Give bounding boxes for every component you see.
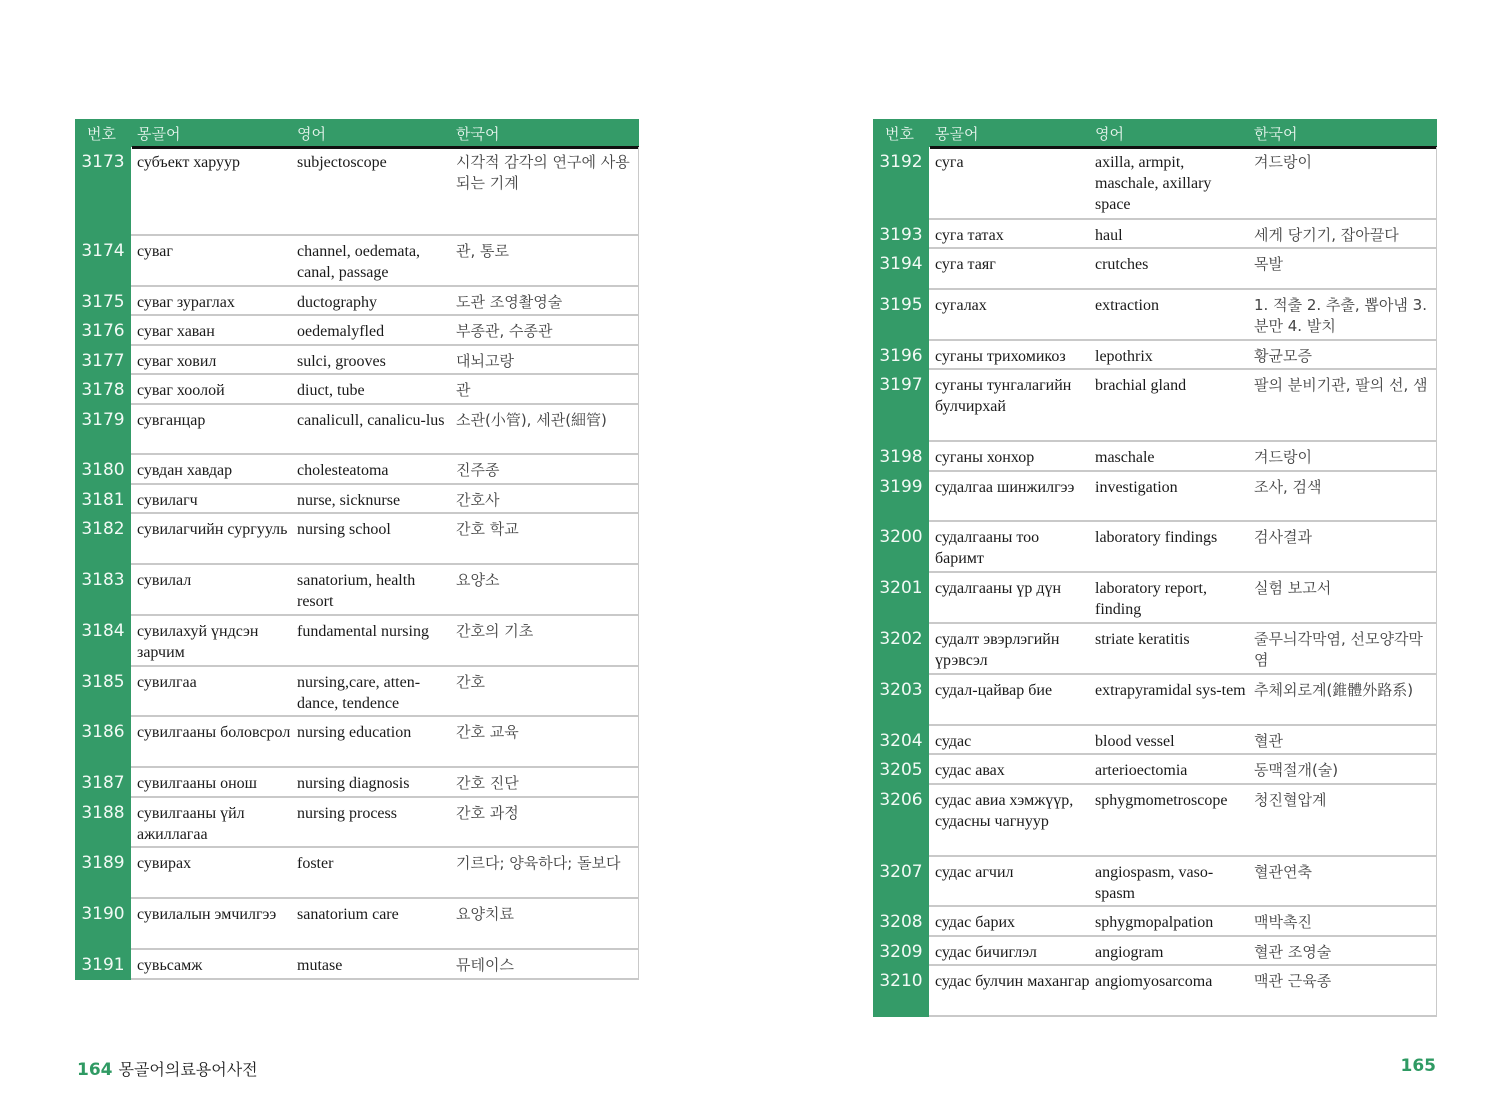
table-border	[1436, 857, 1437, 905]
english-term: laboratory report, finding	[1095, 580, 1207, 618]
table-row	[75, 147, 639, 236]
table-border	[1436, 472, 1437, 520]
english-term: brachial gland	[1095, 377, 1187, 394]
entry-number: 3176	[75, 316, 131, 346]
english-term: nursing school	[297, 521, 391, 538]
korean-term: 부종관, 수종관	[456, 322, 553, 340]
book-title: 몽골어의료용어사전	[118, 1060, 258, 1079]
mongolian-term: суваг	[137, 243, 173, 260]
entry-number: 3197	[873, 370, 929, 442]
table-row	[75, 768, 639, 798]
english-term: sphygmometroscope	[1095, 792, 1228, 809]
english-term: angiogram	[1095, 944, 1164, 961]
korean-term: 도관 조영촬영술	[456, 293, 563, 311]
mongolian-term: сугалах	[935, 297, 987, 314]
mongolian-term: судас агчил	[935, 864, 1014, 881]
table-row	[75, 485, 639, 514]
table-border	[638, 455, 639, 483]
table-border	[638, 848, 639, 897]
english-term: foster	[297, 855, 334, 872]
entry-number: 3178	[75, 375, 131, 405]
entry-number: 3173	[75, 147, 131, 236]
entry-number: 3210	[873, 966, 929, 1017]
english-term: maschale	[1095, 449, 1155, 466]
table-border	[1436, 370, 1437, 440]
table-row	[75, 950, 639, 980]
mongolian-term: субъект харуур	[137, 154, 241, 171]
entry-number: 3201	[873, 573, 929, 624]
table-border	[638, 485, 639, 512]
table-row	[873, 522, 1437, 573]
entry-number: 3187	[75, 768, 131, 798]
table-border	[1436, 966, 1437, 1015]
entry-number: 3186	[75, 717, 131, 768]
table-border	[1436, 755, 1437, 783]
table-border	[638, 147, 639, 234]
table-row	[873, 370, 1437, 442]
entry-number: 3204	[873, 726, 929, 755]
header-english: 영어	[1095, 125, 1124, 143]
table-row	[75, 346, 639, 375]
korean-term: 검사결과	[1254, 528, 1312, 546]
english-term: blood vessel	[1095, 733, 1175, 750]
mongolian-term: сувьсамж	[137, 957, 203, 974]
table-header	[75, 119, 639, 147]
table-row	[873, 220, 1437, 249]
table-row	[873, 966, 1437, 1017]
korean-term: 추체외로계(錐體外路系)	[1254, 681, 1414, 699]
mongolian-term: сувилахуй үндсэн зарчим	[137, 623, 259, 661]
korean-term: 맥박촉진	[1254, 913, 1312, 931]
mongolian-term: сувдан хавдар	[137, 462, 233, 479]
korean-term: 혈관 조영술	[1254, 943, 1332, 961]
header-mongolian: 몽골어	[137, 125, 181, 143]
korean-term: 동맥절개(술)	[1254, 761, 1339, 779]
korean-term: 기르다; 양육하다; 돌보다	[456, 854, 621, 872]
table-row	[75, 899, 639, 950]
table-row	[75, 316, 639, 346]
mongolian-term: судалт эвэрлэгийн үрэвсэл	[935, 631, 1060, 669]
korean-term: 간호 학교	[456, 520, 519, 538]
table-border	[1436, 522, 1437, 571]
table-border	[1436, 726, 1437, 753]
table-border	[638, 346, 639, 373]
table-border	[638, 405, 639, 453]
english-term: sanatorium care	[297, 906, 399, 923]
mongolian-term: судас бичиглэл	[935, 944, 1037, 961]
table-border	[638, 565, 639, 614]
entry-number: 3179	[75, 405, 131, 455]
english-term: laboratory findings	[1095, 529, 1218, 546]
english-term: nursing,care, atten-dance, tendence	[297, 674, 421, 712]
korean-term: 간호	[456, 673, 485, 691]
table-border	[638, 514, 639, 563]
table-row	[75, 798, 639, 848]
table-border	[1436, 624, 1437, 673]
table-border	[638, 899, 639, 948]
korean-term: 요양소	[456, 571, 500, 589]
table-row	[873, 624, 1437, 675]
korean-term: 간호의 기초	[456, 622, 534, 640]
entry-number: 3206	[873, 785, 929, 857]
right-dictionary-table	[873, 119, 1437, 1017]
table-body	[75, 147, 639, 980]
table-border	[1436, 249, 1437, 288]
english-term: cholesteatoma	[297, 462, 389, 479]
entry-number: 3194	[873, 249, 929, 290]
table-row	[873, 726, 1437, 755]
entry-number: 3193	[873, 220, 929, 249]
korean-term: 소관(小管), 세관(細管)	[456, 411, 607, 429]
table-border	[638, 798, 639, 846]
table-border	[1436, 341, 1437, 368]
table-border	[638, 236, 639, 285]
entry-number: 3175	[75, 287, 131, 316]
table-row	[75, 514, 639, 565]
english-term: angiomyosarcoma	[1095, 973, 1213, 990]
table-row	[75, 455, 639, 485]
table-border	[638, 316, 639, 344]
english-term: lepothrix	[1095, 348, 1153, 365]
mongolian-term: сувилгааны боловсрол	[137, 724, 291, 741]
mongolian-term: сувилгааны онош	[137, 775, 257, 792]
table-row	[75, 616, 639, 667]
mongolian-term: суганы трихомикоз	[935, 348, 1066, 365]
korean-term: 맥관 근육종	[1254, 972, 1332, 990]
table-border	[1436, 675, 1437, 724]
english-term: arterioectomia	[1095, 762, 1188, 779]
table-row	[75, 667, 639, 717]
mongolian-term: сувилагчийн сургууль	[137, 521, 288, 538]
table-border	[1436, 147, 1437, 218]
english-term: fundamental nursing	[297, 623, 429, 640]
korean-term: 대뇌고랑	[456, 352, 514, 370]
mongolian-term: судалгааны үр дүн	[935, 580, 1062, 597]
entry-number: 3192	[873, 147, 929, 220]
korean-term: 관	[456, 381, 471, 399]
entry-number: 3174	[75, 236, 131, 287]
table-border	[638, 950, 639, 978]
mongolian-term: судас авиа хэмжүүр, судасны чагнуур	[935, 792, 1074, 830]
korean-term: 청진혈압계	[1254, 791, 1327, 809]
table-row	[873, 472, 1437, 522]
mongolian-term: суганы тунгалагийн булчирхай	[935, 377, 1072, 415]
korean-term: 줄무늬각막염, 선모양각막염	[1254, 630, 1423, 669]
korean-term: 혈관	[1254, 732, 1283, 750]
korean-term: 목발	[1254, 255, 1283, 273]
english-term: sphygmopalpation	[1095, 914, 1214, 931]
mongolian-term: сувилгааны үйл ажиллагаа	[137, 805, 245, 843]
english-term: crutches	[1095, 256, 1149, 273]
mongolian-term: судас барих	[935, 914, 1016, 931]
korean-term: 간호 과정	[456, 804, 519, 822]
header-mongolian: 몽골어	[935, 125, 979, 143]
entry-number: 3205	[873, 755, 929, 785]
korean-term: 요양치료	[456, 905, 514, 923]
entry-number: 3181	[75, 485, 131, 514]
english-term: investigation	[1095, 479, 1178, 496]
english-term: axilla, armpit, maschale, axillary space	[1095, 154, 1212, 213]
entry-number: 3209	[873, 937, 929, 966]
table-border	[638, 768, 639, 796]
entry-number: 3199	[873, 472, 929, 522]
table-row	[75, 287, 639, 316]
entry-number: 3202	[873, 624, 929, 675]
table-row	[873, 442, 1437, 472]
mongolian-term: сувганцар	[137, 412, 206, 429]
table-row	[873, 675, 1437, 726]
table-row	[873, 573, 1437, 624]
entry-number: 3198	[873, 442, 929, 472]
table-row	[873, 290, 1437, 341]
table-border	[1436, 290, 1437, 339]
table-border	[1436, 907, 1437, 935]
table-row	[75, 565, 639, 616]
korean-term: 겨드랑이	[1254, 448, 1312, 466]
english-term: diuct, tube	[297, 382, 365, 399]
english-term: sulci, grooves	[297, 353, 386, 370]
header-number: 번호	[87, 125, 116, 143]
korean-term: 간호 교육	[456, 723, 519, 741]
english-term: nursing process	[297, 805, 397, 822]
korean-term: 혈관연축	[1254, 863, 1312, 881]
entry-number: 3196	[873, 341, 929, 370]
mongolian-term: судас булчин махангар	[935, 973, 1090, 990]
korean-term: 세게 당기기, 잡아끌다	[1254, 226, 1399, 244]
entry-number: 3203	[873, 675, 929, 726]
entry-number: 3180	[75, 455, 131, 485]
entry-number: 3183	[75, 565, 131, 616]
mongolian-term: судас	[935, 733, 972, 750]
english-term: canalicull, canalicu-lus	[297, 412, 445, 429]
table-row	[873, 341, 1437, 370]
header-english: 영어	[297, 125, 326, 143]
english-term: mutase	[297, 957, 343, 974]
table-row	[873, 755, 1437, 785]
entry-number: 3188	[75, 798, 131, 848]
table-row	[873, 937, 1437, 966]
english-term: extrapyramidal sys-tem	[1095, 682, 1246, 699]
korean-term: 진주종	[456, 461, 500, 479]
table-border	[638, 616, 639, 665]
left-page-footer	[77, 1057, 258, 1080]
table-border	[1436, 573, 1437, 622]
mongolian-term: суганы хонхор	[935, 449, 1035, 466]
table-border	[638, 287, 639, 314]
korean-term: 간호사	[456, 491, 500, 509]
table-row	[873, 147, 1437, 220]
mongolian-term: судалгаа шинжилгээ	[935, 479, 1075, 496]
entry-number: 3207	[873, 857, 929, 907]
entry-number: 3182	[75, 514, 131, 565]
english-term: ductography	[297, 294, 377, 311]
table-row	[75, 236, 639, 287]
english-term: nursing diagnosis	[297, 775, 410, 792]
mongolian-term: сувирах	[137, 855, 192, 872]
korean-term: 관, 통로	[456, 242, 510, 260]
table-row	[75, 848, 639, 899]
table-row	[873, 857, 1437, 907]
mongolian-term: сувилал	[137, 572, 192, 589]
korean-term: 시각적 감각의 연구에 사용되는 기계	[456, 153, 630, 192]
mongolian-term: судас авах	[935, 762, 1005, 779]
mongolian-term: суваг хаван	[137, 323, 215, 340]
header-korean: 한국어	[1254, 125, 1298, 143]
entry-number: 3184	[75, 616, 131, 667]
table-header	[873, 119, 1437, 147]
mongolian-term: суваг хоолой	[137, 382, 225, 399]
english-term: angiospasm, vaso-spasm	[1095, 864, 1214, 902]
page-number: 164	[77, 1060, 113, 1080]
mongolian-term: суга татах	[935, 227, 1004, 244]
mongolian-term: суваг зураглах	[137, 294, 235, 311]
entry-number: 3191	[75, 950, 131, 980]
korean-term: 겨드랑이	[1254, 153, 1312, 171]
entry-number: 3185	[75, 667, 131, 717]
table-row	[75, 717, 639, 768]
korean-term: 황균모증	[1254, 347, 1312, 365]
english-term: striate keratitis	[1095, 631, 1190, 648]
english-term: channel, oedemata, canal, passage	[297, 243, 421, 281]
korean-term: 뮤테이스	[456, 956, 514, 974]
mongolian-term: суга	[935, 154, 964, 171]
table-row	[873, 785, 1437, 857]
entry-number: 3195	[873, 290, 929, 341]
english-term: nurse, sicknurse	[297, 492, 401, 509]
korean-term: 실험 보고서	[1254, 579, 1332, 597]
table-body	[873, 147, 1437, 1017]
english-term: nursing education	[297, 724, 412, 741]
mongolian-term: сувилгаа	[137, 674, 197, 691]
entry-number: 3200	[873, 522, 929, 573]
table-row	[873, 907, 1437, 937]
header-number: 번호	[885, 125, 914, 143]
page-number: 165	[1400, 1056, 1436, 1076]
table-border	[638, 375, 639, 403]
english-term: subjectoscope	[297, 154, 387, 171]
korean-term: 팔의 분비기관, 팔의 선, 샘	[1254, 376, 1428, 394]
entry-number: 3189	[75, 848, 131, 899]
korean-term: 조사, 검색	[1254, 478, 1322, 496]
korean-term: 간호 진단	[456, 774, 519, 792]
mongolian-term: судал-цайвар бие	[935, 682, 1053, 699]
entry-number: 3177	[75, 346, 131, 375]
table-border	[638, 667, 639, 715]
mongolian-term: сувилалын эмчилгээ	[137, 906, 277, 923]
table-border	[1436, 785, 1437, 855]
mongolian-term: суваг ховил	[137, 353, 217, 370]
table-row	[873, 249, 1437, 290]
mongolian-term: сувилагч	[137, 492, 198, 509]
table-border	[1436, 220, 1437, 247]
english-term: oedemalyfled	[297, 323, 385, 340]
table-row	[75, 375, 639, 405]
entry-number: 3208	[873, 907, 929, 937]
english-term: extraction	[1095, 297, 1159, 314]
table-border	[1436, 442, 1437, 470]
header-korean: 한국어	[456, 125, 500, 143]
mongolian-term: суга таяг	[935, 256, 996, 273]
left-dictionary-table	[75, 119, 639, 980]
english-term: haul	[1095, 227, 1123, 244]
korean-term: 1. 적출 2. 추출, 뽑아냄 3. 분만 4. 발치	[1254, 296, 1427, 335]
mongolian-term: судалгааны тоо баримт	[935, 529, 1040, 567]
english-term: sanatorium, health resort	[297, 572, 416, 610]
table-border	[1436, 937, 1437, 964]
table-border	[638, 717, 639, 766]
entry-number: 3190	[75, 899, 131, 950]
table-row	[75, 405, 639, 455]
